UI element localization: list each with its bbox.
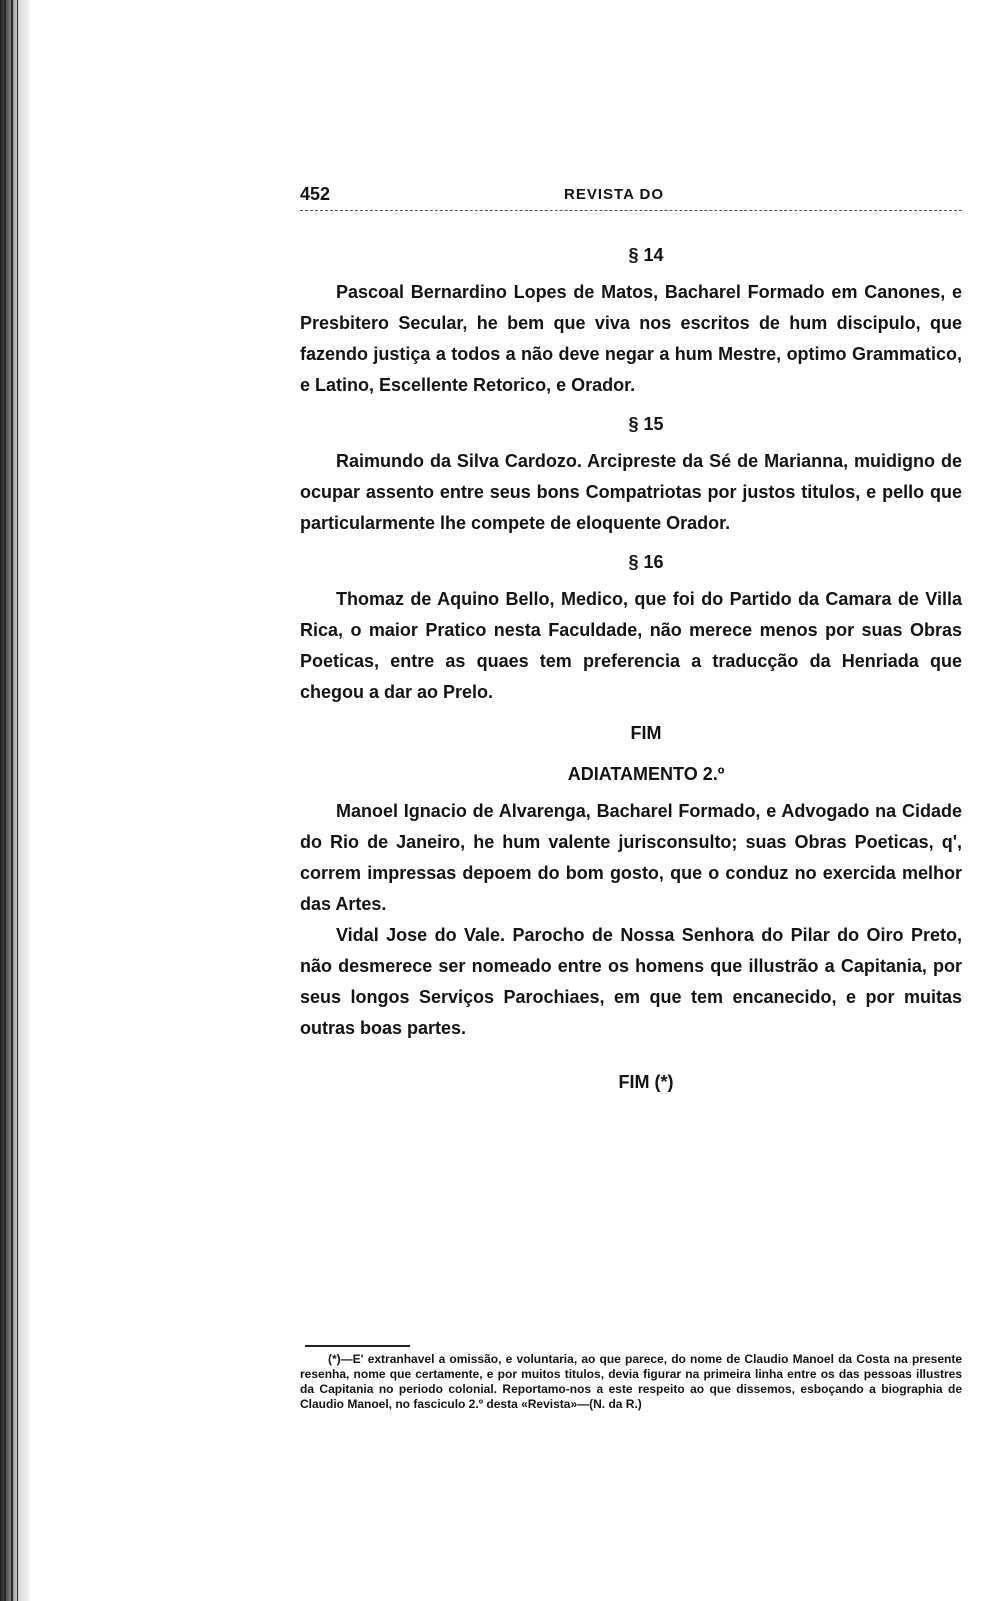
section-mark-14: § 14 <box>628 245 664 265</box>
section-mark-16: § 16 <box>628 552 664 572</box>
spine-edge-line <box>17 0 18 1601</box>
book-spine-shadow <box>0 0 30 1601</box>
footnote <box>300 1352 962 1412</box>
page-header <box>300 178 962 208</box>
footnote-text: (*)—E' extranhavel a omissão, e voluntaria, ao que parece, do nome de Claudio Manoel da Costa na presente resenha, nome que certamente, e por muitos titulos, devia figurar na primeira linha entre os das pessoas illustres da Capitania no periodo colonial. Reportamo-nos a este respeito ao que dissemos, esboçando a biographia de Claudio Manoel, no fasciculo 2.º desta «Revista»—(N. da R.) <box>300 1352 962 1411</box>
section-15-text: Raimundo da Silva Cardozo. Arcipreste da Sé de Marianna, muidigno de ocupar assento entre seus bons Compatriotas por justos titulos, e pello que particularmente lhe compete de eloquente Orador. <box>300 451 962 533</box>
final-fim-heading: FIM (*) <box>618 1072 674 1092</box>
section-14-text: Pascoal Bernardino Lopes de Matos, Bacharel Formado em Canones, e Presbitero Secular, he bem que viva nos escritos de hum discipulo, que fazendo justiça a todos a não deve negar a hum Mestre, optimo Grammatico, e Latino, Escellente Retorico, e Orador. <box>300 282 962 395</box>
page-body <box>300 232 962 1044</box>
footnote-rule <box>305 1345 410 1347</box>
spine-edge-line <box>11 0 13 1601</box>
fim-heading: FIM <box>630 723 662 743</box>
spine-edge-line <box>4 0 6 1601</box>
adiatamento-heading: ADIATAMENTO 2.º <box>567 764 725 784</box>
section-16-text: Thomaz de Aquino Bello, Medico, que foi do Partido da Camara de Villa Rica, o maior Pratico nesta Faculdade, não merece menos por suas Obras Poeticas, entre as quaes tem preferencia a traducção da Henriada que chegou a dar ao Prelo. <box>300 589 962 702</box>
section-mark-15: § 15 <box>628 414 664 434</box>
adiatamento-paragraph-1: Manoel Ignacio de Alvarenga, Bacharel Formado, e Advogado na Cidade do Rio de Janeiro, he hum valente jurisconsulto; suas Obras Poeticas, q', correm impressas depoem do bom gosto, que o conduz no exercida melhor das Artes. <box>300 801 962 914</box>
header-rule <box>300 210 962 211</box>
adiatamento-paragraph-2: Vidal Jose do Vale. Parocho de Nossa Senhora do Pilar do Oiro Preto, não desmerece ser nomeado entre os homens que illustrão a Capitania, por seus longos Serviços Parochiaes, em que tem encanecido, e por muitas outras boas partes. <box>300 925 962 1038</box>
page-number: 452 <box>300 184 331 204</box>
running-head: REVISTA DO <box>564 186 665 203</box>
